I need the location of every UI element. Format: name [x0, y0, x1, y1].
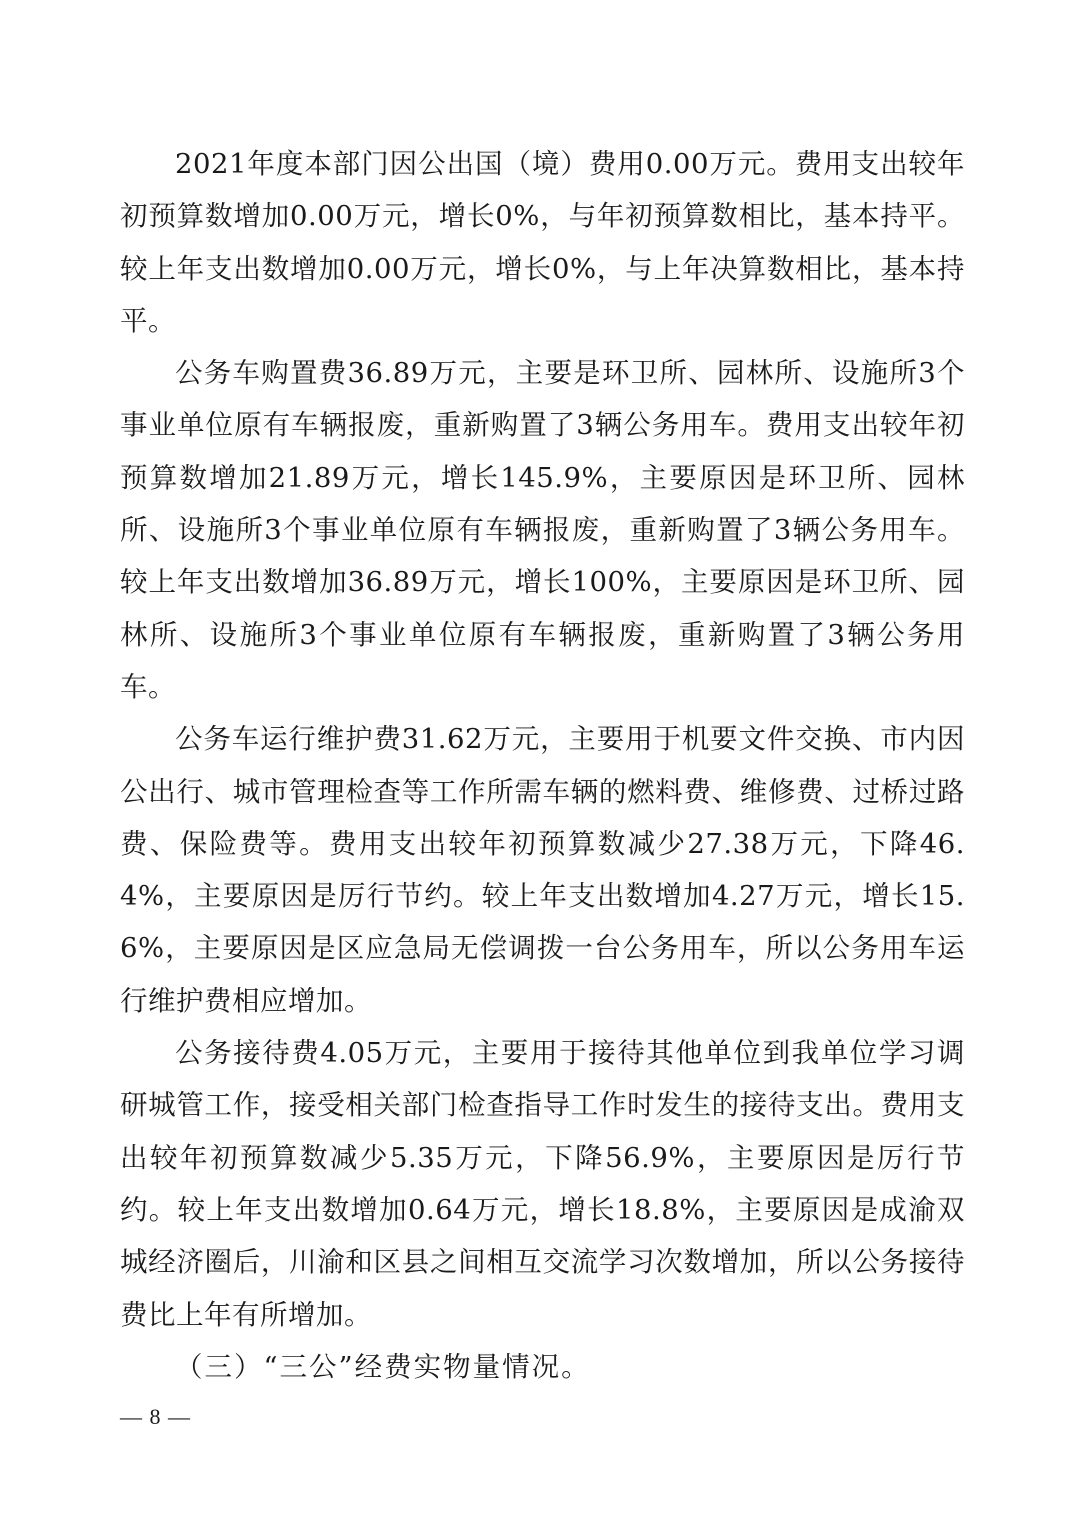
- document-body: [120, 138, 965, 1393]
- paragraph-vehicle-maintenance: 公务车运行维护费31.62万元，主要用于机要文件交换、市内因公出行、城市管理检查等工作所需车辆的燃料费、维修费、过桥过路费、保险费等。费用支出较年初预算数减少27.38万元，下降46.4%，主要原因是厉行节约。较上年支出数增加4.27万元，增长15.6%，主要原因是区应急局无偿调拨一台公务用车，所以公务用车运行维护费相应增加。: [120, 723, 965, 1017]
- page-number: — 8 —: [120, 1404, 191, 1429]
- paragraph-vehicle-purchase: 公务车购置费36.89万元，主要是环卫所、园林所、设施所3个事业单位原有车辆报废，重新购置了3辆公务用车。费用支出较年初预算数增加21.89万元，增长145.9%，主要原因是环卫所、园林所、设施所3个事业单位原有车辆报废，重新购置了3辆公务用车。较上年支出数增加36.89万元，增长100%，主要原因是环卫所、园林所、设施所3个事业单位原有车辆报废，重新购置了3辆公务用车。: [120, 357, 965, 703]
- paragraph-overseas-travel: 2021年度本部门因公出国（境）费用0.00万元。费用支出较年初预算数增加0.00万元，增长0%，与年初预算数相比，基本持平。较上年支出数增加0.00万元，增长0%，与上年决算数相比，基本持平。: [120, 148, 965, 337]
- paragraph-reception: 公务接待费4.05万元，主要用于接待其他单位到我单位学习调研城管工作，接受相关部门检查指导工作时发生的接待支出。费用支出较年初预算数减少5.35万元，下降56.9%，主要原因是厉行节约。较上年支出数增加0.64万元，增长18.8%，主要原因是成渝双城经济圈后，川渝和区县之间相互交流学习次数增加，所以公务接待费比上年有所增加。: [120, 1037, 965, 1331]
- section-heading: （三）“三公”经费实物量情况。: [175, 1350, 591, 1383]
